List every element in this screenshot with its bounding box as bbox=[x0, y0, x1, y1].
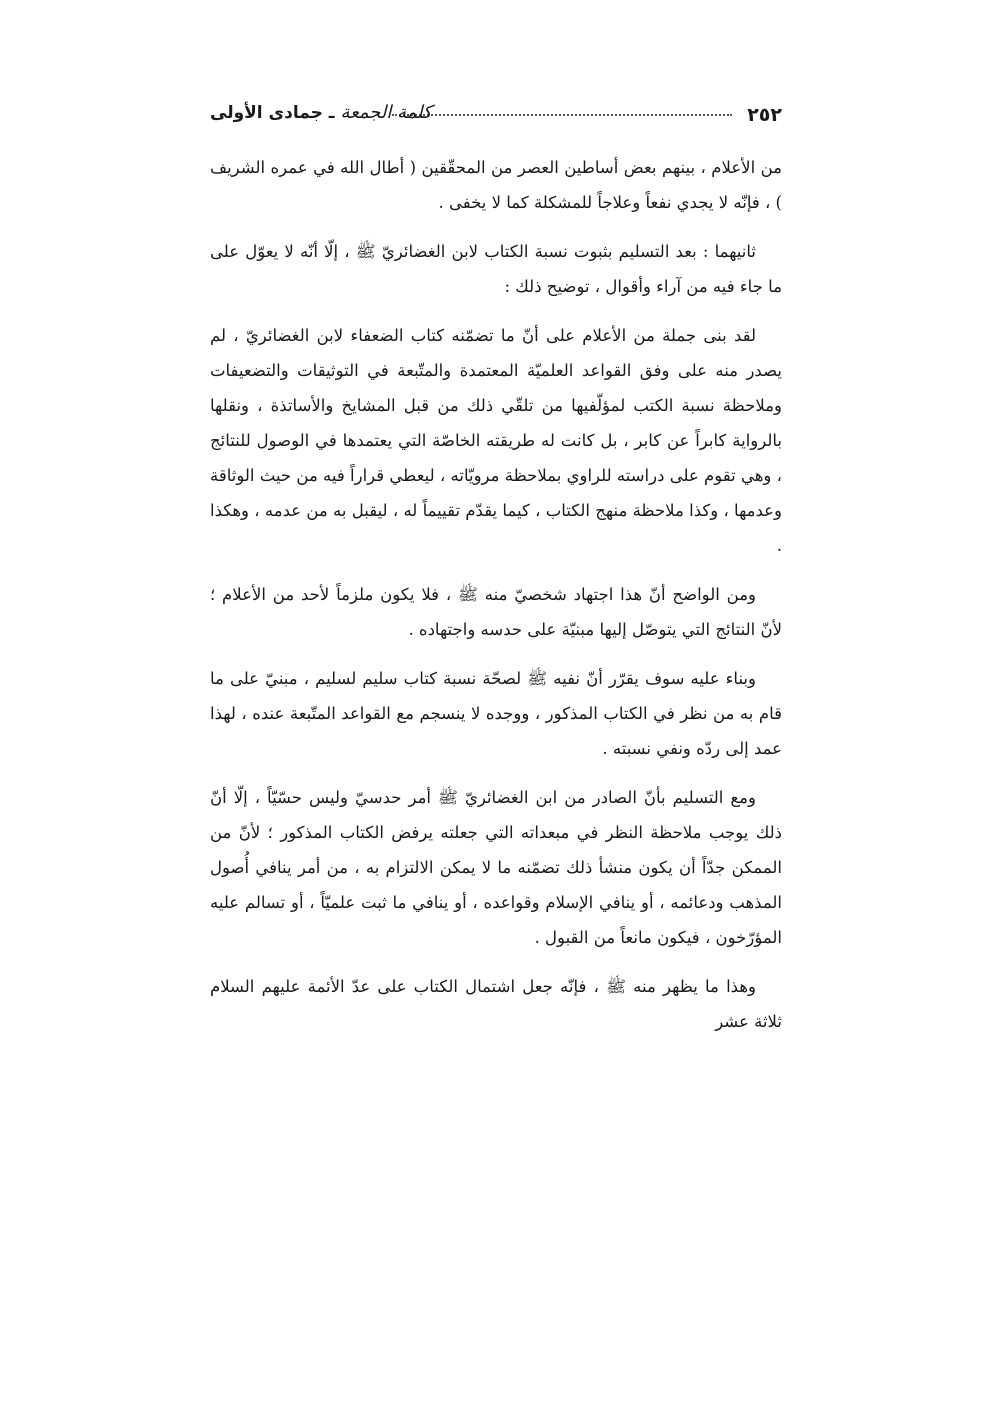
paragraph-1: من الأعلام ، بينهم بعض أساطين العصر من المحقّقين ( أطال الله في عمره الشريف ) ، فإنّه لا يجدي نفعاً وعلاجاً للمشكلة كما لا يخفى . bbox=[210, 158, 782, 212]
body-text bbox=[210, 150, 782, 1053]
journal-logo: كلمة الجمعة bbox=[340, 102, 432, 123]
page-header bbox=[210, 100, 782, 136]
paragraph-5: وبناء عليه سوف يقرّر أنّ نفيه ﷺ لصحّة نسبة كتاب سليم لسليم ، مبنيّ على ما قام به من نظر في الكتاب المذكور ، ووجده لا ينسجم مع القواعد المتّبعة عنده ، لهذا عمد إلى ردّه ونفي نسبته . bbox=[210, 669, 782, 758]
paragraph-3: لقد بنى جملة من الأعلام على أنّ ما تضمّنه كتاب الضعفاء لابن الغضائريّ ، لم يصدر منه على وفق القواعد العلميّة المعتمدة والمتّبعة في التوثيقات والتضعيفات وملاحظة نسبة الكتب لمؤلّفيها من تلقّي ذلك من قبل المشايخ والأساتذة ، ونقلها بالرواية كابراً عن كابر ، بل كانت له طريقته الخاصّة التي يعتمدها في الوصول للنتائج ، وهي تقوم على دراسته للراوي بملاحظة مرويّاته ، ليعطي قراراً فيه من حيث الوثاقة وعدمها ، وكذا ملاحظة منهج الكتاب ، كيما يقدّم تقييماً له ، ليقبل به من عدمه ، وهكذا . bbox=[210, 326, 782, 555]
issue-month: ـ جمادى الأولى bbox=[210, 103, 335, 123]
paragraph-7: وهذا ما يظهر منه ﷺ ، فإنّه جعل اشتمال الكتاب على عدّ الأئمة عليهم السلام ثلاثة عشر bbox=[210, 977, 782, 1031]
header-dotted-rule bbox=[392, 114, 732, 116]
paragraph-2: ثانيهما : بعد التسليم بثبوت نسبة الكتاب لابن الغضائريّ ﷺ ، إلّا أنّه لا يعوّل على ما جاء فيه من آراء وأقوال ، توضيح ذلك : bbox=[210, 242, 782, 296]
paragraph-4: ومن الواضح أنّ هذا اجتهاد شخصيّ منه ﷺ ، فلا يكون ملزماً لأحد من الأعلام ؛ لأنّ النتائج التي يتوصّل إليها مبنيّة على حدسه واجتهاده . bbox=[210, 585, 782, 639]
journal-title bbox=[210, 102, 432, 123]
page-number: ٢٥٢ bbox=[747, 104, 782, 126]
paragraph-6: ومع التسليم بأنّ الصادر من ابن الغضائريّ ﷺ أمر حدسيّ وليس حسّيّاً ، إلّا أنّ ذلك يوجب ملاحظة النظر في مبعداته التي جعلته يرفض الكتاب المذكور ؛ لأنّ من الممكن جدّاً أن يكون منشأ ذلك تضمّنه ما لا يمكن الالتزام به ، من أمر ينافي أُصول المذهب ودعائمه ، أو ينافي الإسلام وقواعده ، أو ينافي ما ثبت علميّاً ، أو تسالم عليه المؤرّخون ، فيكون مانعاً من القبول . bbox=[210, 788, 782, 947]
